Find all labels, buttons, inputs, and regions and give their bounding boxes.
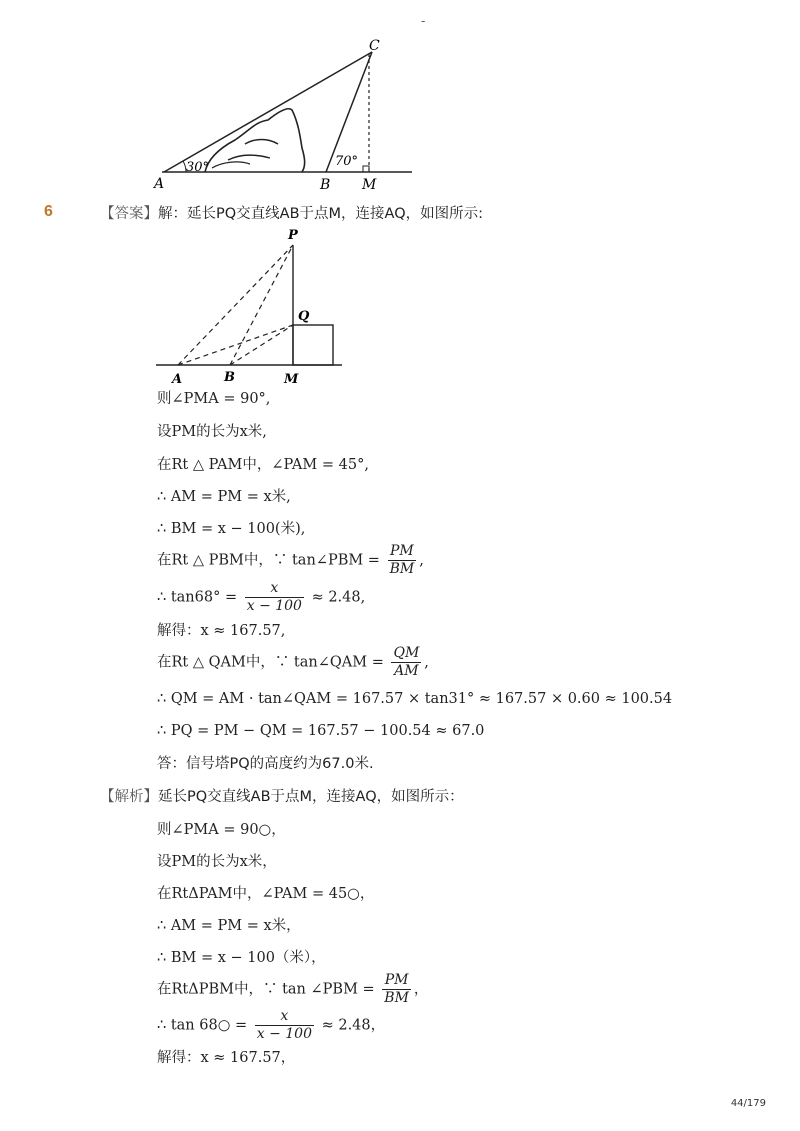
tan68-suffix: ≈ 2.48, <box>311 589 366 606</box>
point-m-label: M <box>362 177 377 193</box>
point-b-label: B <box>320 177 331 193</box>
fraction-x-over-x-minus-100 <box>255 1008 314 1043</box>
point-c-label: C <box>369 38 380 54</box>
tan-pbm-prefix: 在Rt △ PBM中，∵ tan∠PBM = <box>157 552 380 569</box>
answer-pq-line: ∴ PQ = PM − QM = 167.57 − 100.54 ≈ 67.0 <box>157 723 485 739</box>
fraction-denominator: AM <box>394 663 419 679</box>
point-p-label: P <box>288 228 298 243</box>
fraction-numerator: QM <box>393 645 420 661</box>
answer-line-2: 设PM的长为x米, <box>157 424 267 440</box>
analysis-line-2: 设PM的长为x米， <box>157 854 277 870</box>
angle-b-label: 70° <box>335 154 359 169</box>
analysis-tan68 <box>157 1008 385 1043</box>
tan-pbm-suffix: , <box>419 552 424 569</box>
fraction-pm-bm <box>382 972 411 1007</box>
tan-qam-suffix: , <box>424 654 429 671</box>
fraction-qm-am <box>391 645 421 680</box>
analysis-intro: 延长PQ交直线AB于点M，连接AQ，如图所示： <box>158 789 464 805</box>
fraction-denominator: BM <box>384 990 409 1006</box>
angle-a-label: 30° <box>186 160 210 175</box>
figure-mountain-triangle <box>150 30 420 200</box>
answer-line-4: ∴ AM = PM = x米, <box>157 489 291 505</box>
analysis-solve: 解得：x ≈ 167.57， <box>157 1050 296 1066</box>
point-q-label: Q <box>298 309 310 324</box>
answer-tan68 <box>157 580 365 615</box>
point-m-label: M <box>284 372 299 387</box>
analysis-tan68-suffix: ≈ 2.48， <box>321 1017 386 1034</box>
fraction-numerator: PM <box>388 543 417 561</box>
fraction-denominator: x − 100 <box>246 598 302 614</box>
answer-conclusion: 答：信号塔PQ的高度约为67.0米. <box>157 756 374 772</box>
answer-line-1: 则∠PMA = 90°, <box>157 391 271 407</box>
question-number: 6 <box>44 203 53 220</box>
fraction-numerator: PM <box>382 972 411 990</box>
answer-line-5: ∴ BM = x − 100(米), <box>157 521 306 537</box>
analysis-intro-line <box>100 787 464 807</box>
answer-intro: 解：延长PQ交直线AB于点M，连接AQ，如图所示: <box>158 206 483 222</box>
analysis-tan-pbm <box>157 972 428 1007</box>
answer-qm-line: ∴ QM = AM · tan∠QAM = 167.57 × tan31° ≈ 167.57 × 0.60 ≈ 100.54 <box>157 691 673 707</box>
analysis-line-5: ∴ BM = x − 100（米）， <box>157 950 326 966</box>
fraction-denominator: BM <box>389 561 415 577</box>
answer-line-3: 在Rt △ PAM中，∠PAM = 45°, <box>157 457 369 473</box>
figure-tower-geometry <box>150 225 350 390</box>
answer-tag: 【答案】 <box>100 206 158 222</box>
tan-qam-prefix: 在Rt △ QAM中，∵ tan∠QAM = <box>157 654 384 671</box>
analysis-line-3: 在RtΔPAM中，∠PAM = 45○， <box>157 886 375 902</box>
fraction-x-over-x-minus-100 <box>245 580 304 615</box>
tan68-prefix: ∴ tan68° = <box>157 589 238 606</box>
answer-solve: 解得：x ≈ 167.57, <box>157 623 286 639</box>
analysis-line-1: 则∠PMA = 90○， <box>157 822 286 838</box>
fraction-numerator: x <box>245 580 304 598</box>
point-a-label: A <box>172 372 183 387</box>
analysis-line-4: ∴ AM = PM = x米， <box>157 918 301 934</box>
answer-tan-qam <box>157 645 429 680</box>
answer-intro-line <box>100 204 483 224</box>
fraction-numerator: x <box>255 1008 314 1026</box>
analysis-tan68-prefix: ∴ tan 68○ = <box>157 1017 248 1034</box>
fraction-pm-bm <box>388 543 417 578</box>
answer-tan-pbm <box>157 543 424 578</box>
point-a-label: A <box>154 176 165 192</box>
fraction-denominator: x − 100 <box>256 1026 312 1042</box>
page-number: 44/179 <box>730 1098 766 1109</box>
top-mark: - <box>421 14 426 28</box>
analysis-tan-pbm-prefix: 在RtΔPBM中，∵ tan ∠PBM = <box>157 981 375 998</box>
analysis-tag: 【解析】 <box>100 789 158 805</box>
analysis-tan-pbm-suffix: ， <box>413 981 429 998</box>
point-b-label: B <box>224 370 235 385</box>
